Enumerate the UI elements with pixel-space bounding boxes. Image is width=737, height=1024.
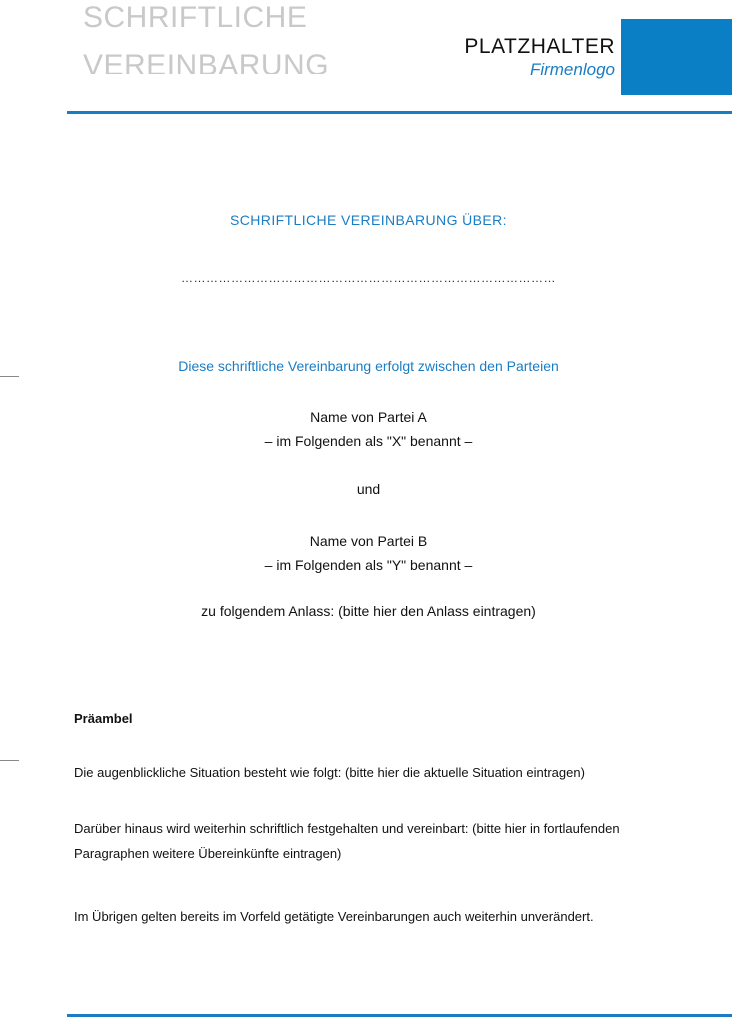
party-a-block: [0, 405, 737, 453]
document-header-title: [83, 0, 383, 74]
preamble-heading: Präambel: [74, 711, 133, 726]
logo-sub-label: Firmenlogo: [529, 60, 615, 79]
conjunction: und: [356, 481, 381, 497]
paragraph-current-situation: Die augenblickliche Situation besteht wie folgt: (bitte hier die aktuelle Situation eintragen): [74, 765, 585, 780]
occasion-line: zu folgendem Anlass: (bitte hier den Anlass eintragen): [201, 603, 536, 619]
parties-intro: Diese schriftliche Vereinbarung erfolgt zwischen den Parteien: [178, 358, 559, 374]
header-title-line-1: SCHRIFTLICHE: [83, 1, 308, 34]
footer-divider: [67, 1014, 732, 1017]
party-a-alias: – im Folgenden als "X" benannt –: [264, 433, 473, 449]
subject-title: SCHRIFTLICHE VEREINBARUNG ÜBER:: [230, 212, 507, 228]
party-b-name: Name von Partei B: [309, 533, 428, 549]
header-divider: [67, 111, 732, 114]
margin-punch-mark: [0, 760, 19, 761]
party-a-name: Name von Partei A: [310, 409, 427, 425]
paragraph-existing-agreements: Im Übrigen gelten bereits im Vorfeld getätigte Vereinbarungen auch weiterhin unverändert.: [74, 909, 594, 924]
logo-main-label: PLATZHALTER: [464, 35, 615, 58]
paragraph-further-agreements: Darüber hinaus wird weiterhin schriftlich festgehalten und vereinbart: (bitte hier in fortlaufenden Paragraphen weitere Übereinkünfte eintragen): [74, 821, 620, 861]
logo-box: [621, 19, 732, 95]
subject-placeholder-line: ………………………………………………………………………………: [181, 271, 556, 285]
party-b-alias: – im Folgenden als "Y" benannt –: [264, 557, 473, 573]
header-title-line-2: VEREINBARUNG: [83, 49, 330, 74]
margin-fold-mark: [0, 376, 19, 377]
logo-placeholder-text: [464, 35, 615, 81]
party-b-block: [0, 529, 737, 577]
